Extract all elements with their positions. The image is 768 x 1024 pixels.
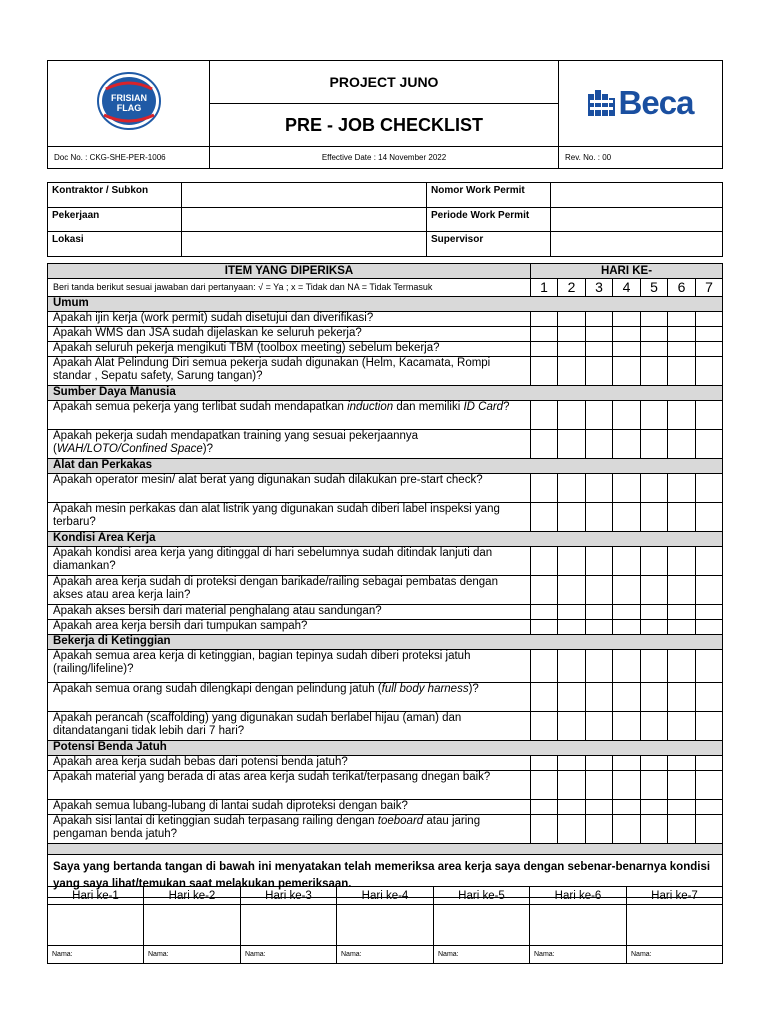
question-text: Apakah seluruh pekerja mengikuti TBM (toolbox meeting) sebelum bekerja?: [53, 342, 440, 354]
supervisor-field[interactable]: [551, 232, 723, 257]
spacer-cell: [48, 844, 723, 855]
item-column-header: ITEM YANG DIPERIKSA: [48, 264, 531, 279]
answer-cell-day-6[interactable]: [668, 771, 696, 800]
checklist-row: [48, 474, 723, 503]
answer-cell-day-3[interactable]: [586, 503, 613, 532]
answer-cell-day-4[interactable]: [613, 576, 641, 605]
checklist-row: [48, 430, 723, 459]
answer-cell-day-3[interactable]: [586, 357, 613, 386]
pekerjaan-label: Pekerjaan: [48, 207, 182, 232]
answer-cell-day-1[interactable]: [531, 620, 558, 635]
checklist-question: [48, 327, 531, 342]
answer-cell-day-6[interactable]: [668, 756, 696, 771]
answer-cell-day-6[interactable]: [668, 401, 696, 430]
checklist-question: [48, 756, 531, 771]
question-italic-text: full body harness: [381, 683, 469, 695]
section-row: [48, 386, 723, 401]
signature-box-day-2[interactable]: [144, 905, 241, 946]
answer-cell-day-6[interactable]: [668, 650, 696, 683]
answer-cell-day-2[interactable]: [558, 800, 586, 815]
answer-cell-day-1[interactable]: [531, 712, 558, 741]
checklist-row: [48, 312, 723, 327]
answer-cell-day-4[interactable]: [613, 327, 641, 342]
checklist-row: [48, 771, 723, 800]
answer-cell-day-2[interactable]: [558, 650, 586, 683]
question-text: Apakah semua orang sudah dilengkapi dengan pelindung jatuh (: [53, 683, 382, 695]
checklist-row: [48, 357, 723, 386]
question-italic-text: WAH/LOTO/Confined Space: [56, 443, 203, 455]
pekerjaan-field[interactable]: [182, 207, 427, 232]
answer-cell-day-4[interactable]: [613, 620, 641, 635]
day-number-4: 4: [613, 279, 641, 297]
answer-cell-day-4[interactable]: [613, 357, 641, 386]
answer-cell-day-4[interactable]: [613, 650, 641, 683]
answer-cell-day-4[interactable]: [613, 756, 641, 771]
answer-cell-day-3[interactable]: [586, 342, 613, 357]
question-text: Apakah pekerja sudah mendapatkan training yang sesuai pekerjaannya (: [53, 430, 419, 455]
signature-name-day-7[interactable]: Nama:: [627, 946, 723, 964]
answer-cell-day-7[interactable]: [696, 712, 723, 741]
lokasi-field[interactable]: [182, 232, 427, 257]
answer-cell-day-5[interactable]: [641, 756, 668, 771]
checklist-row: [48, 342, 723, 357]
question-text: dan memiliki: [393, 401, 464, 413]
question-text: Apakah area kerja sudah di proteksi dengan barikade/railing sebagai pembatas dengan akses atau area kerja lain?: [53, 576, 498, 601]
signature-name-day-4[interactable]: Nama:: [337, 946, 434, 964]
answer-cell-day-7[interactable]: [696, 503, 723, 532]
answer-cell-day-5[interactable]: [641, 712, 668, 741]
answer-cell-day-1[interactable]: [531, 683, 558, 712]
section-row: [48, 635, 723, 650]
question-text: Apakah WMS dan JSA sudah dijelaskan ke seluruh pekerja?: [53, 327, 362, 339]
answer-cell-day-6[interactable]: [668, 712, 696, 741]
signature-name-day-2[interactable]: Nama:: [144, 946, 241, 964]
answer-cell-day-7[interactable]: [696, 771, 723, 800]
question-text: ?: [503, 401, 510, 413]
answer-cell-day-2[interactable]: [558, 401, 586, 430]
question-text: Apakah area kerja bersih dari tumpukan sampah?: [53, 620, 308, 632]
question-text: Apakah mesin perkakas dan alat listrik yang digunakan sudah diberi label inspeksi yang terbaru?: [53, 503, 500, 528]
answer-cell-day-2[interactable]: [558, 756, 586, 771]
answer-cell-day-2[interactable]: [558, 357, 586, 386]
answer-cell-day-6[interactable]: [668, 815, 696, 844]
answer-cell-day-2[interactable]: [558, 576, 586, 605]
signature-box-day-3[interactable]: [241, 905, 337, 946]
signature-box-day-4[interactable]: [337, 905, 434, 946]
answer-cell-day-5[interactable]: [641, 401, 668, 430]
signature-name-day-3[interactable]: Nama:: [241, 946, 337, 964]
day-number-7: 7: [696, 279, 723, 297]
section-title: Kondisi Area Kerja: [48, 532, 723, 547]
answer-cell-day-1[interactable]: [531, 312, 558, 327]
question-text: )?: [202, 443, 214, 455]
answer-cell-day-1[interactable]: [531, 401, 558, 430]
question-text: Apakah semua area kerja di ketinggian, bagian tepinya sudah diberi proteksi jatuh (railing/lifeline)?: [53, 650, 471, 675]
checklist-row: [48, 683, 723, 712]
effective-date: Effective Date : 14 November 2022: [210, 147, 559, 169]
answer-cell-day-1[interactable]: [531, 576, 558, 605]
answer-cell-day-5[interactable]: [641, 650, 668, 683]
section-title: Bekerja di Ketinggian: [48, 635, 723, 650]
question-text: Apakah area kerja sudah bebas dari potensi benda jatuh?: [53, 756, 348, 768]
answer-cell-day-4[interactable]: [613, 342, 641, 357]
signature-name-day-5[interactable]: Nama:: [434, 946, 530, 964]
answer-cell-day-3[interactable]: [586, 712, 613, 741]
answer-cell-day-4[interactable]: [613, 401, 641, 430]
answer-cell-day-1[interactable]: [531, 503, 558, 532]
answer-cell-day-6[interactable]: [668, 327, 696, 342]
lokasi-label: Lokasi: [48, 232, 182, 257]
answer-cell-day-7[interactable]: [696, 327, 723, 342]
section-title: Potensi Benda Jatuh: [48, 741, 723, 756]
answer-cell-day-3[interactable]: [586, 683, 613, 712]
answer-cell-day-3[interactable]: [586, 547, 613, 576]
frisian-flag-logo-cell: [48, 61, 210, 147]
checklist-question: [48, 357, 531, 386]
answer-cell-day-5[interactable]: [641, 815, 668, 844]
answer-cell-day-5[interactable]: [641, 620, 668, 635]
checklist-row: [48, 547, 723, 576]
checklist-question: [48, 620, 531, 635]
answer-cell-day-7[interactable]: [696, 430, 723, 459]
answer-cell-day-5[interactable]: [641, 327, 668, 342]
checklist-question: [48, 605, 531, 620]
checklist-question: [48, 474, 531, 503]
answer-cell-day-6[interactable]: [668, 800, 696, 815]
answer-cell-day-2[interactable]: [558, 771, 586, 800]
question-text: Apakah ijin kerja (work permit) sudah disetujui dan diverifikasi?: [53, 312, 374, 324]
answer-cell-day-2[interactable]: [558, 327, 586, 342]
answer-cell-day-1[interactable]: [531, 342, 558, 357]
answer-cell-day-3[interactable]: [586, 401, 613, 430]
checklist-row: [48, 800, 723, 815]
answer-cell-day-2[interactable]: [558, 312, 586, 327]
signature-name-day-1[interactable]: Nama:: [48, 946, 144, 964]
answer-cell-day-4[interactable]: [613, 771, 641, 800]
answer-cell-day-1[interactable]: [531, 547, 558, 576]
question-text: Apakah akses bersih dari material penghalang atau sandungan?: [53, 605, 382, 617]
answer-cell-day-2[interactable]: [558, 683, 586, 712]
question-italic-text: induction: [347, 401, 394, 413]
answer-cell-day-6[interactable]: [668, 474, 696, 503]
beca-wordmark: Beca: [618, 84, 694, 122]
answer-cell-day-1[interactable]: [531, 357, 558, 386]
day-number-2: 2: [558, 279, 586, 297]
answer-cell-day-3[interactable]: [586, 650, 613, 683]
answer-cell-day-7[interactable]: [696, 815, 723, 844]
answer-cell-day-5[interactable]: [641, 503, 668, 532]
answer-cell-day-6[interactable]: [668, 430, 696, 459]
signature-box-day-1[interactable]: [48, 905, 144, 946]
beca-mark-icon: [588, 90, 616, 116]
checklist-question: [48, 800, 531, 815]
checklist-row: [48, 756, 723, 771]
answer-cell-day-7[interactable]: [696, 683, 723, 712]
day-number-3: 3: [586, 279, 613, 297]
answer-cell-day-7[interactable]: [696, 605, 723, 620]
answer-cell-day-5[interactable]: [641, 342, 668, 357]
answer-cell-day-1[interactable]: [531, 430, 558, 459]
kontraktor-label: Kontraktor / Subkon: [48, 183, 182, 208]
question-text: )?: [468, 683, 479, 695]
doc-number: Doc No. : CKG-SHE-PER-1006: [48, 147, 210, 169]
day-column-header: HARI KE-: [531, 264, 723, 279]
checklist-question: [48, 650, 531, 683]
section-row: [48, 297, 723, 312]
checklist-question: [48, 503, 531, 532]
answer-cell-day-4[interactable]: [613, 547, 641, 576]
checklist-row: [48, 401, 723, 430]
signature-day-label-3: Hari ke-3: [241, 887, 337, 905]
question-text: atau jaring pengaman benda jatuh?: [53, 815, 481, 840]
answer-cell-day-4[interactable]: [613, 605, 641, 620]
answer-cell-day-2[interactable]: [558, 547, 586, 576]
signature-day-label-2: Hari ke-2: [144, 887, 241, 905]
checklist-question: [48, 815, 531, 844]
answer-cell-day-5[interactable]: [641, 430, 668, 459]
answer-cell-day-6[interactable]: [668, 620, 696, 635]
section-row: [48, 459, 723, 474]
answer-cell-day-4[interactable]: [613, 474, 641, 503]
checklist-question: [48, 342, 531, 357]
day-number-5: 5: [641, 279, 668, 297]
answer-cell-day-4[interactable]: [613, 312, 641, 327]
nomor-work-permit-field[interactable]: [551, 183, 723, 208]
project-name: PROJECT JUNO: [210, 61, 559, 104]
svg-text:FRISIAN: FRISIAN: [110, 93, 147, 103]
periode-work-permit-label: Periode Work Permit: [427, 207, 551, 232]
beca-logo: [588, 84, 694, 122]
answer-cell-day-3[interactable]: [586, 474, 613, 503]
answer-cell-day-7[interactable]: [696, 474, 723, 503]
answer-cell-day-4[interactable]: [613, 430, 641, 459]
answer-cell-day-7[interactable]: [696, 357, 723, 386]
answer-cell-day-6[interactable]: [668, 357, 696, 386]
signature-day-label-1: Hari ke-1: [48, 887, 144, 905]
answer-cell-day-7[interactable]: [696, 576, 723, 605]
answer-cell-day-3[interactable]: [586, 620, 613, 635]
answer-cell-day-6[interactable]: [668, 503, 696, 532]
kontraktor-field[interactable]: [182, 183, 427, 208]
answer-cell-day-7[interactable]: [696, 620, 723, 635]
answer-cell-day-6[interactable]: [668, 605, 696, 620]
checklist-row: [48, 605, 723, 620]
periode-work-permit-field[interactable]: [551, 207, 723, 232]
answer-cell-day-6[interactable]: [668, 683, 696, 712]
question-text: Apakah operator mesin/ alat berat yang digunakan sudah dilakukan pre-start check?: [53, 474, 483, 486]
signature-table: [47, 886, 723, 964]
answer-cell-day-1[interactable]: [531, 771, 558, 800]
answer-cell-day-3[interactable]: [586, 576, 613, 605]
signature-day-label-5: Hari ke-5: [434, 887, 530, 905]
answer-cell-day-5[interactable]: [641, 605, 668, 620]
checklist-question: [48, 712, 531, 741]
checklist-row: [48, 327, 723, 342]
answer-cell-day-3[interactable]: [586, 771, 613, 800]
checklist-row: [48, 576, 723, 605]
answer-cell-day-2[interactable]: [558, 430, 586, 459]
answer-cell-day-3[interactable]: [586, 430, 613, 459]
svg-text:FLAG: FLAG: [116, 103, 141, 113]
answer-cell-day-2[interactable]: [558, 815, 586, 844]
day-number-1: 1: [531, 279, 558, 297]
answer-cell-day-5[interactable]: [641, 357, 668, 386]
checklist-row: [48, 712, 723, 741]
question-italic-text: ID Card: [463, 401, 504, 413]
checklist-question: [48, 576, 531, 605]
answer-cell-day-3[interactable]: [586, 756, 613, 771]
answer-cell-day-7[interactable]: [696, 401, 723, 430]
answer-cell-day-3[interactable]: [586, 815, 613, 844]
answer-cell-day-3[interactable]: [586, 327, 613, 342]
day-number-6: 6: [668, 279, 696, 297]
answer-cell-day-3[interactable]: [586, 800, 613, 815]
answer-cell-day-2[interactable]: [558, 605, 586, 620]
answer-cell-day-7[interactable]: [696, 650, 723, 683]
answer-cell-day-2[interactable]: [558, 712, 586, 741]
answer-cell-day-2[interactable]: [558, 503, 586, 532]
document-title: PRE - JOB CHECKLIST: [210, 104, 559, 147]
frisian-flag-logo: [96, 71, 162, 131]
checklist-row: [48, 620, 723, 635]
revision-number: Rev. No. : 00: [559, 147, 723, 169]
answer-cell-day-2[interactable]: [558, 342, 586, 357]
signature-box-day-6[interactable]: [530, 905, 627, 946]
signature-box-day-5[interactable]: [434, 905, 530, 946]
checklist-question: [48, 683, 531, 712]
answer-cell-day-1[interactable]: [531, 650, 558, 683]
checklist-question: [48, 401, 531, 430]
answer-cell-day-7[interactable]: [696, 756, 723, 771]
supervisor-label: Supervisor: [427, 232, 551, 257]
answer-cell-day-1[interactable]: [531, 605, 558, 620]
declaration-text: Saya yang bertanda tangan di bawah ini menyatakan telah memeriksa area kerja saya dengan sebenar-benarnya kondisi yang saya lihat/temukan saat melakukan pemeriksaan.: [48, 855, 723, 898]
question-text: Apakah material yang berada di atas area kerja sudah terikat/terpasang dnegan baik?: [53, 771, 491, 783]
answer-cell-day-7[interactable]: [696, 800, 723, 815]
job-info-table: [47, 182, 723, 257]
checklist-row: [48, 650, 723, 683]
question-text: Apakah perancah (scaffolding) yang digunakan sudah berlabel hijau (aman) dan ditandatangani tidak lebih dari 7 hari?: [53, 712, 462, 737]
answer-cell-day-6[interactable]: [668, 312, 696, 327]
instruction-note: Beri tanda berikut sesuai jawaban dari pertanyaan: √ = Ya ; x = Tidak dan NA = Tidak Termasuk: [48, 279, 531, 297]
answer-cell-day-5[interactable]: [641, 547, 668, 576]
signature-day-label-4: Hari ke-4: [337, 887, 434, 905]
answer-cell-day-5[interactable]: [641, 800, 668, 815]
signature-box-day-7[interactable]: [627, 905, 723, 946]
answer-cell-day-7[interactable]: [696, 312, 723, 327]
answer-cell-day-4[interactable]: [613, 712, 641, 741]
answer-cell-day-6[interactable]: [668, 342, 696, 357]
section-title: Umum: [48, 297, 723, 312]
answer-cell-day-1[interactable]: [531, 815, 558, 844]
checklist-question: [48, 771, 531, 800]
question-text: Apakah semua lubang-lubang di lantai sudah diproteksi dengan baik?: [53, 800, 408, 812]
answer-cell-day-4[interactable]: [613, 683, 641, 712]
question-italic-text: toeboard: [377, 815, 424, 827]
question-text: Apakah sisi lantai di ketinggian sudah terpasang railing dengan: [53, 815, 378, 827]
section-title: Sumber Daya Manusia: [48, 386, 723, 401]
answer-cell-day-6[interactable]: [668, 576, 696, 605]
answer-cell-day-6[interactable]: [668, 547, 696, 576]
answer-cell-day-3[interactable]: [586, 605, 613, 620]
question-text: Apakah semua pekerja yang terlibat sudah mendapatkan: [53, 401, 348, 413]
section-row: [48, 741, 723, 756]
question-text: Apakah kondisi area kerja yang ditinggal di hari sebelumnya sudah ditindak lanjuti dan diamankan?: [53, 547, 493, 572]
checklist-row: [48, 815, 723, 844]
answer-cell-day-1[interactable]: [531, 756, 558, 771]
beca-logo-cell: [559, 61, 723, 147]
nomor-work-permit-label: Nomor Work Permit: [427, 183, 551, 208]
answer-cell-day-3[interactable]: [586, 312, 613, 327]
signature-day-label-7: Hari ke-7: [627, 887, 723, 905]
checklist-question: [48, 430, 531, 459]
answer-cell-day-5[interactable]: [641, 312, 668, 327]
section-title: Alat dan Perkakas: [48, 459, 723, 474]
question-text: Apakah Alat Pelindung Diri semua pekerja sudah digunakan (Helm, Kacamata, Rompi standar , Sepatu safety, Sarung tangan)?: [53, 357, 491, 382]
document-header: [47, 60, 723, 169]
answer-cell-day-5[interactable]: [641, 771, 668, 800]
checklist-row: [48, 503, 723, 532]
answer-cell-day-1[interactable]: [531, 327, 558, 342]
spacer-row: [48, 844, 723, 855]
answer-cell-day-5[interactable]: [641, 474, 668, 503]
signature-day-label-6: Hari ke-6: [530, 887, 627, 905]
answer-cell-day-7[interactable]: [696, 342, 723, 357]
answer-cell-day-4[interactable]: [613, 503, 641, 532]
section-row: [48, 532, 723, 547]
answer-cell-day-4[interactable]: [613, 800, 641, 815]
signature-name-day-6[interactable]: Nama:: [530, 946, 627, 964]
answer-cell-day-5[interactable]: [641, 576, 668, 605]
checklist-table: [47, 263, 723, 898]
checklist-question: [48, 547, 531, 576]
answer-cell-day-4[interactable]: [613, 815, 641, 844]
answer-cell-day-2[interactable]: [558, 474, 586, 503]
answer-cell-day-2[interactable]: [558, 620, 586, 635]
answer-cell-day-7[interactable]: [696, 547, 723, 576]
answer-cell-day-1[interactable]: [531, 800, 558, 815]
answer-cell-day-5[interactable]: [641, 683, 668, 712]
answer-cell-day-1[interactable]: [531, 474, 558, 503]
checklist-question: [48, 312, 531, 327]
